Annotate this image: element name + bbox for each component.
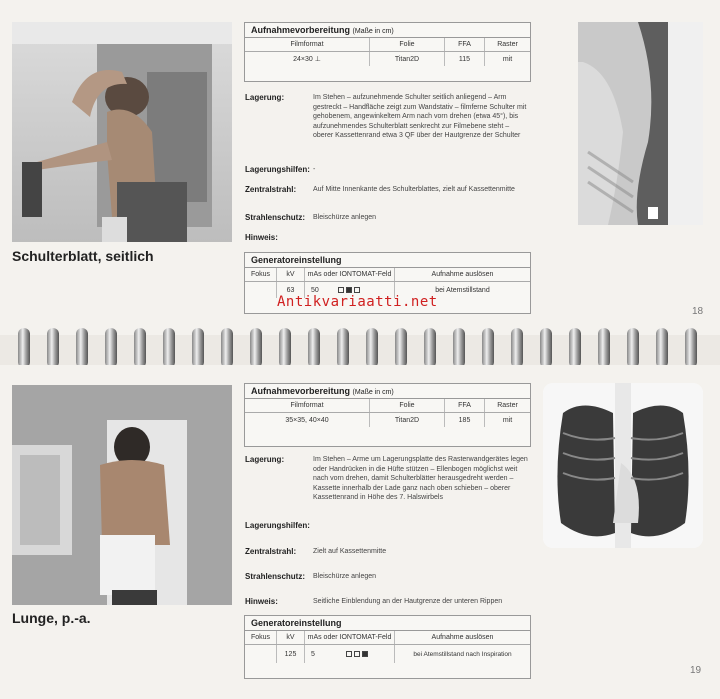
header-ausloesen: Aufnahme auslösen: [431, 634, 494, 641]
lagerungshilfen-label: Lagerungshilfen:: [245, 165, 310, 174]
coil: [279, 328, 291, 368]
value-mas: 50: [305, 282, 395, 298]
coil: [18, 328, 30, 368]
value-ausloesen: bei Atemstillstand: [435, 286, 490, 294]
page-title: Schulterblatt, seitlich: [12, 248, 154, 264]
coil: [308, 328, 320, 368]
iontomat-field-icon: [345, 651, 369, 658]
coil: [47, 328, 59, 368]
value-filmformat: 24×30 ⊥: [245, 52, 370, 66]
lagerungshilfen-label: Lagerungshilfen:: [245, 521, 310, 530]
zentralstrahl-label: Zentralstrahl:: [245, 547, 297, 556]
coil: [163, 328, 175, 368]
zentralstrahl-text: Auf Mitte Innenkante des Schulterblattes, zielt auf Kassettenmitte: [313, 186, 515, 193]
header-ausloesen: Aufnahme auslösen: [431, 271, 494, 278]
prep-table: [244, 22, 531, 82]
watermark: Antikvariaatti.net: [277, 294, 438, 310]
value-kv: 63: [277, 282, 305, 298]
coil: [221, 328, 233, 368]
page-number: 19: [690, 665, 702, 676]
generator-header-row: [245, 631, 530, 645]
strahlenschutz-label: Strahlenschutz:: [245, 213, 306, 222]
header-ffa: FFA: [445, 399, 485, 412]
header-mas: mAs oder IONTOMAT-Feld: [305, 631, 395, 644]
lagerung-text: Im Stehen – Arme um Lagerungsplatte des Rasterwandgerätes legen oder Handrücken in die Hüfte stützen – Ellenbogen möglichst weit nach vorn drehen, damit Schulterblätter herausgedreht werden – Kassette innerhalb der Lade ganz nach oben schieben – oberer Kassettenrand in Höhe des 7. Halswirbels: [313, 456, 528, 501]
lagerung-text: Im Stehen – aufzunehmende Schulter seitlich anliegend – Arm gestreckt – Handfläche zeigt zum Wandstativ – filmferne Schulter mit gehobenem, angewinkeltem Arm nach vorn drehen (etwa 45°), bis aufzunehmendes Schulterblatt senkrecht zur Filmebene steht – oberer Kassettenrand etwa 3 QF über der Hautgrenze der Schulter: [313, 94, 527, 139]
strahlenschutz-text: Bleischürze anlegen: [313, 573, 377, 580]
value-filmformat: 35×35, 40×40: [245, 413, 370, 427]
coil: [656, 328, 668, 368]
value-ffa: 115: [445, 52, 485, 66]
xray-marker: [648, 207, 658, 219]
strahlenschutz-label: Strahlenschutz:: [245, 572, 306, 581]
lagerung-label: Lagerung:: [245, 455, 285, 464]
coil: [366, 328, 378, 368]
coil: [424, 328, 436, 368]
coil: [105, 328, 117, 368]
coil: [511, 328, 523, 368]
generator-table: [244, 615, 531, 679]
page-title: Lunge, p.-a.: [12, 610, 91, 626]
coil: [192, 328, 204, 368]
xray-chest-image: [543, 383, 703, 548]
generator-header-row: [245, 268, 530, 282]
patient-photo-shoulder: [12, 22, 232, 242]
prep-table-title: Aufnahmevorbereitung (Maße in cm): [245, 23, 530, 38]
strahlenschutz-text: Bleischürze anlegen: [313, 214, 377, 221]
prep-value-row: [245, 413, 530, 427]
prep-table-title: Aufnahmevorbereitung (Maße in cm): [245, 384, 530, 399]
value-raster: mit: [502, 55, 513, 63]
coil: [250, 328, 262, 368]
hinweis-label: Hinweis:: [245, 597, 278, 606]
header-filmformat: Filmformat: [245, 38, 370, 51]
generator-table-title: Generatoreinstellung: [245, 616, 530, 631]
coil: [569, 328, 581, 368]
header-folie: Folie: [370, 38, 445, 51]
value-kv: 125: [277, 645, 305, 663]
iontomat-field-icon: [337, 287, 361, 294]
value-mas: 5: [305, 645, 395, 663]
value-fokus: [245, 282, 277, 298]
lagerungshilfen-text: -: [313, 166, 316, 173]
coil: [453, 328, 465, 368]
coil: [482, 328, 494, 368]
coil: [76, 328, 88, 368]
coil: [134, 328, 146, 368]
page-top: [0, 0, 720, 335]
generator-value-row: [245, 645, 530, 663]
coil: [337, 328, 349, 368]
value-folie: Titan2D: [370, 52, 445, 66]
value-fokus: [245, 645, 277, 663]
value-raster: mit: [502, 416, 513, 424]
hinweis-label: Hinweis:: [245, 233, 278, 242]
header-fokus: Fokus: [245, 631, 277, 644]
coil: [685, 328, 697, 368]
page-bottom: [0, 365, 720, 699]
header-kv: kV: [277, 631, 305, 644]
page-number: 18: [692, 306, 704, 317]
value-ffa: 185: [445, 413, 485, 427]
generator-table-title: Generatoreinstellung: [245, 253, 530, 268]
xray-shoulder-image: [578, 22, 703, 225]
prep-table: [244, 383, 531, 447]
hinweis-text: Seitliche Einblendung an der Hautgrenze der unteren Rippen: [313, 598, 503, 605]
patient-photo-chest: [12, 385, 232, 605]
value-ausloesen: bei Atemstillstand nach Inspiration: [413, 650, 512, 658]
header-ffa: FFA: [445, 38, 485, 51]
zentralstrahl-text: Zielt auf Kassettenmitte: [313, 548, 387, 555]
header-filmformat: Filmformat: [245, 399, 370, 412]
coil: [598, 328, 610, 368]
header-mas: mAs oder IONTOMAT-Feld: [305, 268, 395, 281]
header-folie: Folie: [370, 399, 445, 412]
prep-value-row: [245, 52, 530, 66]
coil: [540, 328, 552, 368]
prep-header-row: [245, 399, 530, 413]
header-kv: kV: [277, 268, 305, 281]
prep-header-row: [245, 38, 530, 52]
coil: [627, 328, 639, 368]
zentralstrahl-label: Zentralstrahl:: [245, 185, 297, 194]
header-fokus: Fokus: [245, 268, 277, 281]
coil: [395, 328, 407, 368]
lagerung-label: Lagerung:: [245, 93, 285, 102]
header-raster: Raster: [497, 402, 518, 409]
header-raster: Raster: [497, 41, 518, 48]
value-folie: Titan2D: [370, 413, 445, 427]
